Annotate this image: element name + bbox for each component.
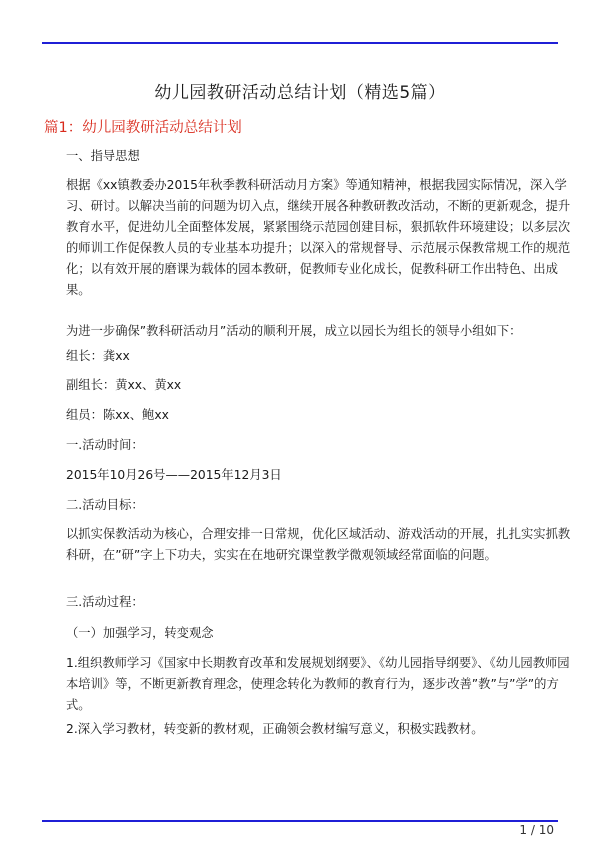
footer-rule [42, 820, 558, 822]
heading-guiding-ideology: 一、指导思想 [66, 149, 140, 163]
paragraph-guiding-ideology: 根据《xx镇教委办2015年秋季教科研活动月方案》等通知精神，根据我园实际情况，深入学习、研讨。以解决当前的问题为切入点，继续开展各种教研教改活动，不断的更新观念，提升教育水平，促进幼儿全面整体发展，紧紧围绕示范园创建目标，狠抓软件环境建设；以多层次的师训工作促保教人员的专业基本功提升；以深入的常规督导、示范展示保教常规工作的规范化；以有效开展的磨课为载体的园本教研，促教师专业化成长，促教科研工作出特色、出成果。 [66, 178, 571, 297]
heading-activity-process: 三.活动过程： [66, 595, 144, 609]
document-title: 幼儿园教研活动总结计划（精选5篇） [154, 83, 446, 103]
heading-activity-time: 一.活动时间： [66, 438, 144, 452]
paragraph-item-2: 2.深入学习教材，转变新的教材观，正确领会教材编写意义，积极实践教材。 [66, 722, 484, 736]
paragraph-activity-goal: 以抓实保教活动为核心，合理安排一日常规，优化区域活动、游戏活动的开展，扎扎实实抓教科研，在”研”字上下功夫，实实在在地研究课堂教学微观领域经常面临的问题。 [66, 527, 571, 562]
paragraph-item-1: 1.组织教师学习《国家中长期教育改革和发展规划纲要》、《幼儿园指导纲要》、《幼儿园教师园本培训》等，不断更新教育理念，使理念转化为教师的教育行为，逐步改善”教”与”学”的方式。 [66, 656, 570, 712]
subheading-study: （一）加强学习，转变观念 [66, 626, 214, 640]
heading-activity-goal: 二.活动目标： [66, 498, 144, 512]
activity-time-value: 2015年10月26号——2015年12月3日 [66, 468, 282, 482]
deputy-line: 副组长：黄xx、黄xx [66, 378, 182, 392]
leader-line: 组长：龚xx [66, 349, 130, 363]
paragraph-leadership-group: 为进一步确保”教科研活动月”活动的顺利开展，成立以园长为组长的领导小组如下： [66, 324, 522, 338]
section-title: 篇1：幼儿园教研活动总结计划 [44, 120, 242, 136]
members-line: 组员：陈xx、鲍xx [66, 408, 169, 422]
header-rule [42, 42, 558, 44]
page-number: 1 / 10 [519, 823, 554, 837]
